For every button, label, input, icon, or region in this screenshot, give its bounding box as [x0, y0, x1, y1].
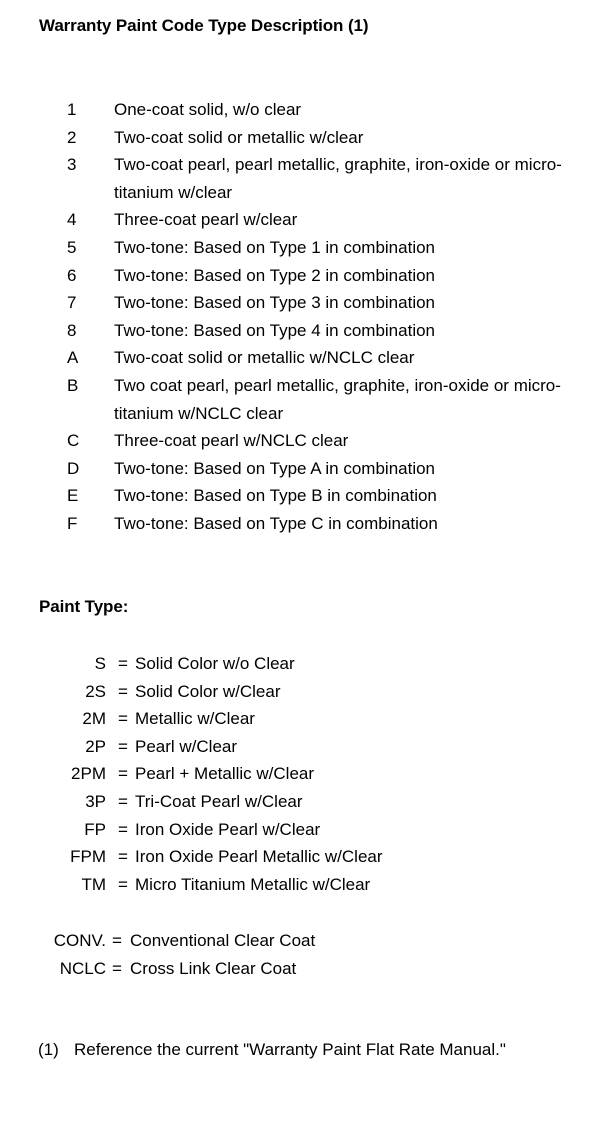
equals-sign: = [118, 681, 128, 701]
clear-coat-abbreviation: CONV. [53, 931, 106, 950]
paint-type-meaning: Pearl + Metallic w/Clear [135, 764, 315, 784]
list-item [0, 234, 608, 262]
equals-sign: = [118, 791, 128, 811]
list-item [0, 151, 608, 206]
clear-coat-meaning: Conventional Clear Coat [130, 931, 316, 950]
paint-code: F [67, 513, 78, 533]
paint-code: C [67, 431, 80, 451]
paint-type-abbreviation: 2S [85, 681, 106, 701]
paint-code-description: Two-tone: Based on Type C in combination [114, 513, 438, 533]
paint-code-description: Two coat pearl, pearl metallic, graphite, iron-oxide or micro-titanium w/NCLC clear [114, 375, 561, 423]
paint-code: A [67, 348, 79, 368]
paint-type-meaning: Pearl w/Clear [135, 736, 238, 756]
list-item [0, 816, 608, 844]
paint-code-description: Two-coat solid or metallic w/NCLC clear [114, 348, 415, 368]
list-item [0, 96, 608, 124]
equals-sign: = [112, 931, 122, 950]
paint-type-abbreviation: S [94, 654, 106, 673]
paint-type-meaning: Micro Titanium Metallic w/Clear [135, 874, 371, 894]
list-item [0, 705, 608, 733]
paint-code: 6 [67, 265, 77, 285]
equals-sign: = [118, 736, 128, 756]
equals-sign: = [118, 847, 128, 867]
paint-code-description: Two-tone: Based on Type 4 in combination [114, 320, 435, 340]
list-item [0, 650, 608, 678]
list-item [0, 510, 608, 538]
paint-type-abbreviation: 3P [85, 791, 106, 811]
equals-sign: = [118, 654, 128, 673]
paint-type-abbreviation: FPM [70, 847, 106, 867]
list-item [0, 678, 608, 706]
list-item [0, 871, 608, 899]
paint-code-description: Two-tone: Based on Type 1 in combination [114, 237, 435, 257]
paint-code-list [0, 96, 608, 538]
paint-code: D [67, 458, 80, 478]
paint-code-description: Three-coat pearl w/NCLC clear [114, 431, 349, 451]
paint-type-meaning: Solid Color w/o Clear [135, 654, 295, 673]
paint-type-abbreviation: FP [84, 819, 106, 839]
footnote-text: Reference the current "Warranty Paint Flat Rate Manual." [74, 1040, 506, 1059]
list-item [0, 788, 608, 816]
paint-code: 2 [67, 127, 77, 147]
paint-code-description: Two-tone: Based on Type 2 in combination [114, 265, 435, 285]
footnote [38, 1040, 506, 1060]
list-item [0, 289, 608, 317]
paint-type-abbreviation: TM [81, 874, 106, 894]
list-item [0, 317, 608, 345]
paint-code-description: Two-tone: Based on Type B in combination [114, 486, 437, 506]
list-item [0, 206, 608, 234]
list-item [0, 733, 608, 761]
clear-coat-meaning: Cross Link Clear Coat [130, 958, 297, 978]
paint-type-meaning: Metallic w/Clear [135, 709, 255, 729]
list-item [0, 955, 608, 983]
paint-type-abbreviation: 2M [82, 709, 106, 729]
paint-code-description: Two-coat pearl, pearl metallic, graphite, iron-oxide or micro-titanium w/clear [114, 155, 562, 202]
list-item [0, 760, 608, 788]
paint-code-description: Two-tone: Based on Type A in combination [114, 458, 436, 478]
list-item [0, 372, 608, 427]
paint-code-description: Three-coat pearl w/clear [114, 210, 298, 230]
list-item [0, 927, 608, 955]
paint-code: B [67, 375, 79, 395]
equals-sign: = [112, 958, 122, 978]
list-item [0, 427, 608, 455]
paint-code: 3 [67, 155, 77, 175]
equals-sign: = [118, 764, 128, 784]
section-heading-paint-type: Paint Type: [39, 597, 129, 616]
list-item [0, 455, 608, 483]
list-item [0, 344, 608, 372]
footnote-marker: (1) [38, 1040, 59, 1059]
paint-code-description: Two-tone: Based on Type 3 in combination [114, 293, 435, 313]
paint-type-meaning: Tri-Coat Pearl w/Clear [135, 791, 303, 811]
equals-sign: = [118, 874, 128, 894]
paint-type-abbreviation: 2P [85, 736, 106, 756]
list-item [0, 262, 608, 290]
paint-code: E [67, 486, 79, 506]
paint-code: 7 [67, 293, 77, 313]
paint-code: 1 [67, 100, 77, 119]
paint-code: 8 [67, 320, 77, 340]
list-item [0, 482, 608, 510]
paint-code-description: One-coat solid, w/o clear [114, 100, 302, 119]
paint-type-abbreviation: 2PM [71, 764, 106, 784]
list-item [0, 843, 608, 871]
paint-type-meaning: Solid Color w/Clear [135, 681, 281, 701]
equals-sign: = [118, 709, 128, 729]
equals-sign: = [118, 819, 128, 839]
list-item [0, 124, 608, 152]
paint-code-description: Two-coat solid or metallic w/clear [114, 127, 364, 147]
paint-type-list [0, 650, 608, 898]
clear-coat-list [0, 927, 608, 982]
clear-coat-abbreviation: NCLC [59, 958, 106, 978]
paint-code: 5 [67, 237, 77, 257]
paint-type-meaning: Iron Oxide Pearl Metallic w/Clear [135, 847, 383, 867]
paint-code: 4 [67, 210, 77, 230]
paint-type-meaning: Iron Oxide Pearl w/Clear [135, 819, 321, 839]
page-title: Warranty Paint Code Type Description (1) [39, 16, 369, 35]
